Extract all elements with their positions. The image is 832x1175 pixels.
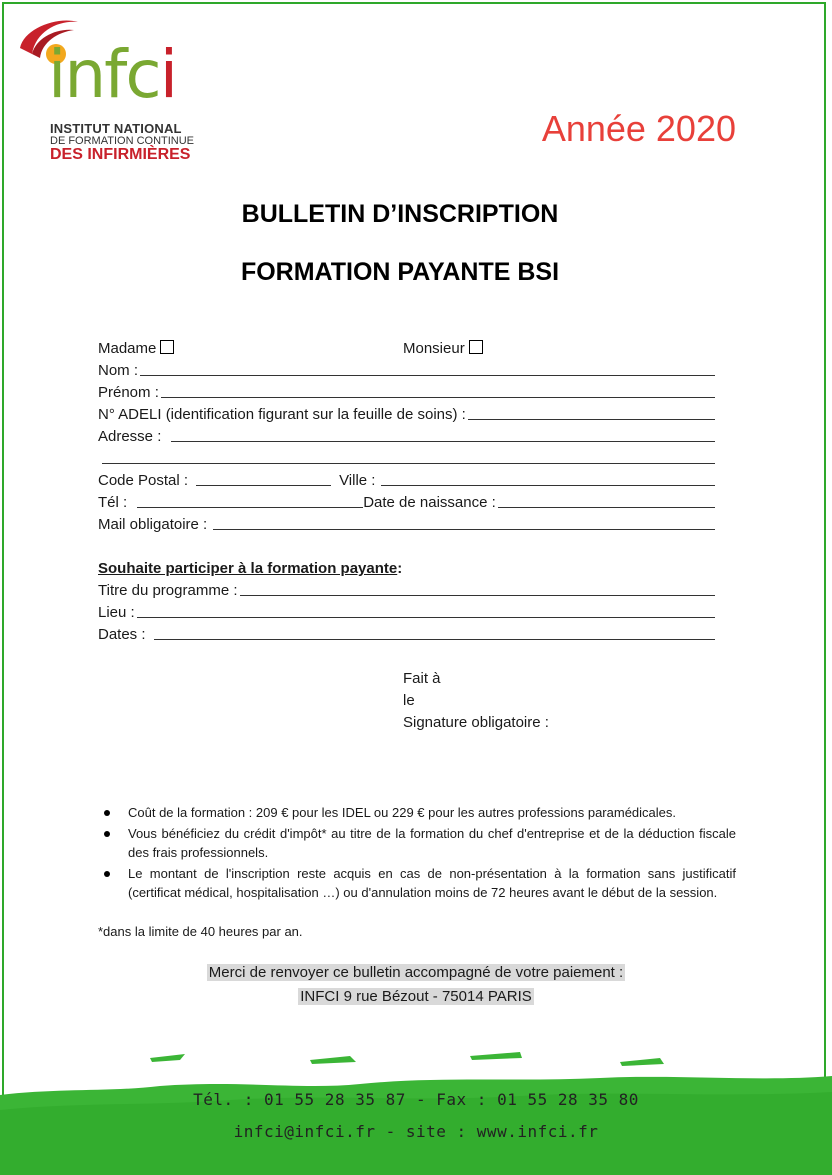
lieu-row	[98, 599, 715, 621]
le-label: le	[403, 692, 415, 709]
titre-programme-field[interactable]	[240, 579, 716, 596]
prenom-row	[98, 379, 715, 401]
logo-wordmark: infci	[48, 36, 177, 113]
title-formation: FORMATION PAYANTE BSI	[240, 258, 560, 286]
year-label: Année 2020	[541, 108, 736, 149]
mail-label: Mail obligatoire :	[98, 516, 208, 533]
nom-row	[98, 357, 715, 379]
fait-a-label: Fait à	[403, 670, 441, 687]
dates-label: Dates :	[98, 626, 146, 643]
adeli-field[interactable]	[468, 403, 715, 420]
dates-row	[98, 621, 715, 643]
conditions-list	[104, 803, 736, 904]
footer-phone-fax: Tél. : 01 55 28 35 87 - Fax : 01 55 28 35 80	[193, 1090, 639, 1109]
list-item: Le montant de l'inscription reste acquis en cas de non-présentation à la formation sans justificatif (certificat médical, hospitalisation …) ou d'annulation moins de 72 heures avant le début de la session.	[104, 864, 736, 903]
signature-block	[403, 668, 549, 734]
adeli-row	[98, 401, 715, 423]
section-colon: :	[397, 560, 403, 577]
lieu-label: Lieu :	[98, 604, 135, 621]
nom-label: Nom :	[98, 362, 139, 379]
ville-label: Ville :	[339, 472, 376, 489]
code-postal-row	[98, 467, 715, 489]
adresse-field-2[interactable]	[102, 447, 715, 464]
lieu-field[interactable]	[137, 601, 715, 618]
nom-field[interactable]	[140, 359, 715, 376]
tel-field[interactable]	[137, 491, 363, 508]
code-postal-field[interactable]	[196, 469, 331, 486]
adresse-field[interactable]	[171, 425, 715, 442]
titre-programme-label: Titre du programme :	[98, 582, 238, 599]
tel-row	[98, 489, 715, 511]
monsieur-label: Monsieur	[403, 340, 465, 357]
civility-row	[98, 335, 715, 357]
footnote: *dans la limite de 40 heures par an.	[98, 924, 303, 939]
prenom-field[interactable]	[161, 381, 715, 398]
adresse-row-2	[98, 445, 715, 467]
date-naissance-label: Date de naissance :	[363, 494, 496, 511]
return-instruction: Merci de renvoyer ce bulletin accompagné de votre paiement :	[208, 964, 624, 981]
tel-label: Tél :	[98, 494, 128, 511]
title-bulletin: BULLETIN D’INSCRIPTION	[241, 200, 559, 228]
signature-label: Signature obligatoire :	[403, 714, 549, 731]
madame-label: Madame	[98, 340, 157, 357]
list-item: Vous bénéficiez du crédit d'impôt* au titre de la formation du chef d'entreprise et de la déduction fiscale des frais professionnels.	[104, 824, 736, 863]
section-title: Souhaite participer à la formation payante	[98, 560, 398, 577]
footer-email-site: infci@infci.fr - site : www.infci.fr	[233, 1122, 599, 1141]
registration-form	[98, 335, 715, 643]
monsieur-checkbox[interactable]	[469, 340, 483, 354]
madame-checkbox[interactable]	[160, 340, 174, 354]
prenom-label: Prénom :	[98, 384, 159, 401]
adresse-label: Adresse :	[98, 428, 162, 445]
dates-field[interactable]	[154, 623, 715, 640]
titre-programme-row	[98, 577, 715, 599]
mail-field[interactable]	[213, 513, 715, 530]
adeli-label: N° ADELI (identification figurant sur la feuille de soins) :	[98, 406, 466, 423]
return-address: INFCI 9 rue Bézout - 75014 PARIS	[300, 988, 532, 1005]
adresse-row	[98, 423, 715, 445]
infci-logo	[18, 14, 208, 174]
mail-row	[98, 511, 715, 533]
list-item: Coût de la formation : 209 € pour les IDEL ou 229 € pour les autres professions paramédicales.	[104, 803, 736, 823]
section-header	[98, 555, 715, 577]
logo-subtitle: INSTITUT NATIONAL DE FORMATION CONTINUE DES INFIRMIÈRES	[50, 121, 195, 164]
date-naissance-field[interactable]	[498, 491, 715, 508]
ville-field[interactable]	[381, 469, 715, 486]
code-postal-label: Code Postal :	[98, 472, 189, 489]
